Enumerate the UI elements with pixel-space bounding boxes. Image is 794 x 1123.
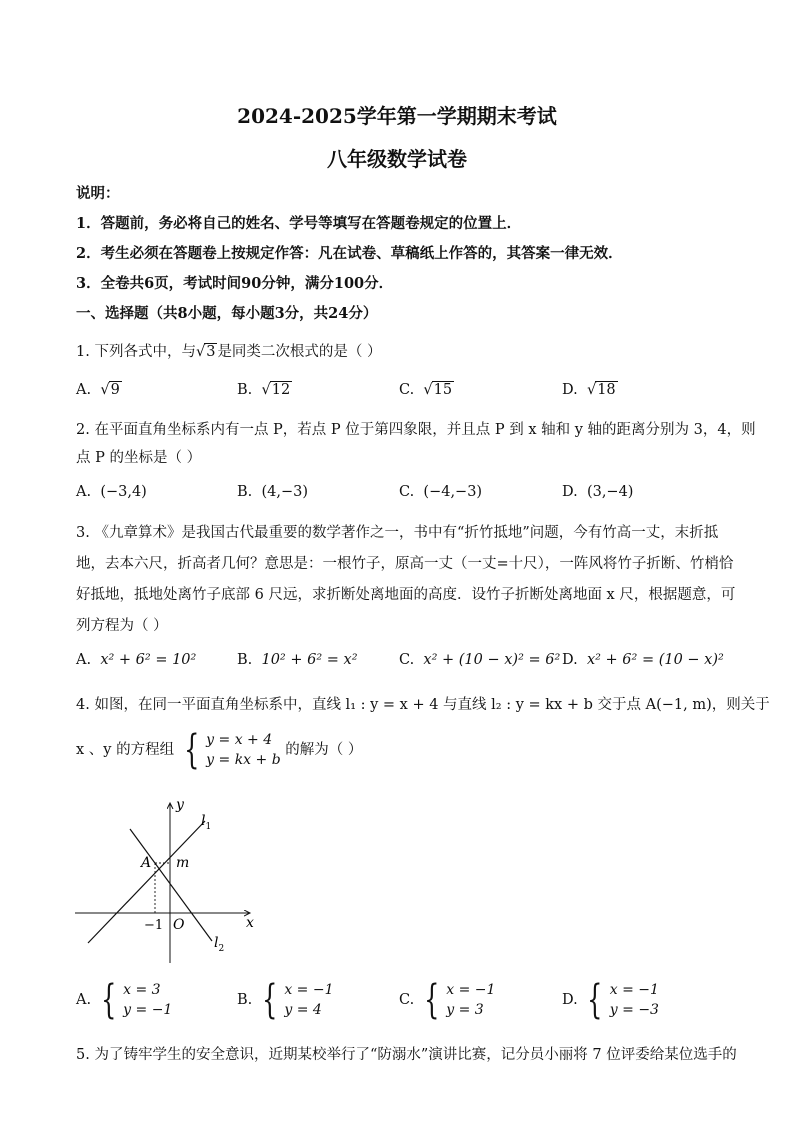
line-l2 (130, 829, 212, 941)
question-4-option-c: C. { x = −1 y = 3 (399, 977, 496, 1023)
question-2-option-c: C. (−4,−3) (399, 484, 483, 500)
question-2-stem-line: 点 P 的坐标是（ ） (76, 450, 202, 466)
equation-system: { y = x + 4 y = kx + b (183, 727, 281, 773)
note-item: 2．考生必须在答题卷上按规定作答：凡在试卷、草稿纸上作答的，其答案一律无效． (76, 245, 623, 262)
brace-icon: { (183, 727, 200, 773)
origin-label: O (173, 917, 185, 933)
question-3-option-b: B. 10² + 6² = x² (237, 652, 358, 668)
question-3-stem-line: 3. 《九章算术》是我国古代最重要的数学著作之一，书中有“折竹抵地”问题，今有竹高一丈，末折抵 (76, 525, 719, 541)
question-4-graph (70, 795, 270, 970)
question-2-stem-line: 2. 在平面直角坐标系内有一点 P，若点 P 位于第四象限，并且点 P 到 x 轴和 y 轴的距离分别为 3，4，则 (76, 422, 756, 438)
x-axis-label: x (246, 915, 254, 931)
question-4-option-a: A. { x = 3 y = −1 (76, 977, 173, 1023)
l1-label: $l_1$ (201, 813, 212, 832)
question-2-option-a: A. (−3,4) (76, 484, 147, 500)
question-1-option-a: A. √9 (76, 382, 120, 398)
question-3-option-a: A. x² + 6² = 10² (76, 652, 197, 668)
question-5-stem-line: 5. 为了铸牢学生的安全意识，近期某校举行了“防溺水”演讲比赛，记分员小丽将 7 位评委给某位选手的 (76, 1047, 737, 1063)
section-heading: 一、选择题（共8小题，每小题3分，共24分） (76, 305, 378, 322)
question-4-stem-line: x 、y 的方程组 { y = x + 4 y = kx + b 的解为（ ） (76, 727, 363, 773)
note-item: 1．答题前，务必将自己的姓名、学号等填写在答题卷规定的位置上． (76, 215, 522, 232)
exam-title: 2024-2025学年第一学期期末考试 (237, 104, 557, 128)
m-label: m (176, 855, 190, 871)
question-1-option-c: C. √15 (399, 382, 453, 398)
question-1-option-b: B. √12 (237, 382, 291, 398)
question-1-stem: 1. 下列各式中，与√3 是同类二次根式的是（ ） (76, 344, 382, 360)
question-3-stem-line: 列方程为（ ） (76, 618, 168, 634)
question-2-option-b: B. (4,−3) (237, 484, 309, 500)
note-item: 3．全卷共6页，考试时间90分钟，满分100分． (76, 275, 394, 292)
question-4-option-b: B. { x = −1 y = 4 (237, 977, 334, 1023)
question-3-option-d: D. x² + 6² = (10 − x)² (562, 652, 724, 668)
neg-one-label: −1 (144, 918, 164, 933)
question-4-option-d: D. { x = −1 y = −3 (562, 977, 659, 1023)
question-4-stem-line: 4. 如图，在同一平面直角坐标系中，直线 l₁ : y = x + 4 与直线 l₂ : y = kx + b 交于点 A(−1, m)，则关于 (76, 697, 770, 713)
question-1-option-d: D. √18 (562, 382, 616, 398)
y-axis-label: y (176, 797, 184, 813)
exam-subtitle: 八年级数学试卷 (327, 147, 467, 171)
question-2-option-d: D. (3,−4) (562, 484, 634, 500)
radicand: 3 (206, 344, 216, 360)
question-3-stem-line: 好抵地，抵地处离竹子底部 6 尺远，求折断处离地面的高度．设竹子折断处离地面 x 尺，根据题意，可 (76, 587, 736, 603)
notes-heading: 说明： (76, 185, 120, 202)
l2-label: $l_2$ (214, 935, 225, 954)
point-a-label: A (141, 855, 152, 871)
question-3-stem-line: 地，去本六尺，折高者几何？意思是：一根竹子，原高一丈（一丈=十尺），一阵风将竹子折断、竹梢恰 (76, 556, 734, 572)
question-3-option-c: C. x² + (10 − x)² = 6² (399, 652, 561, 668)
